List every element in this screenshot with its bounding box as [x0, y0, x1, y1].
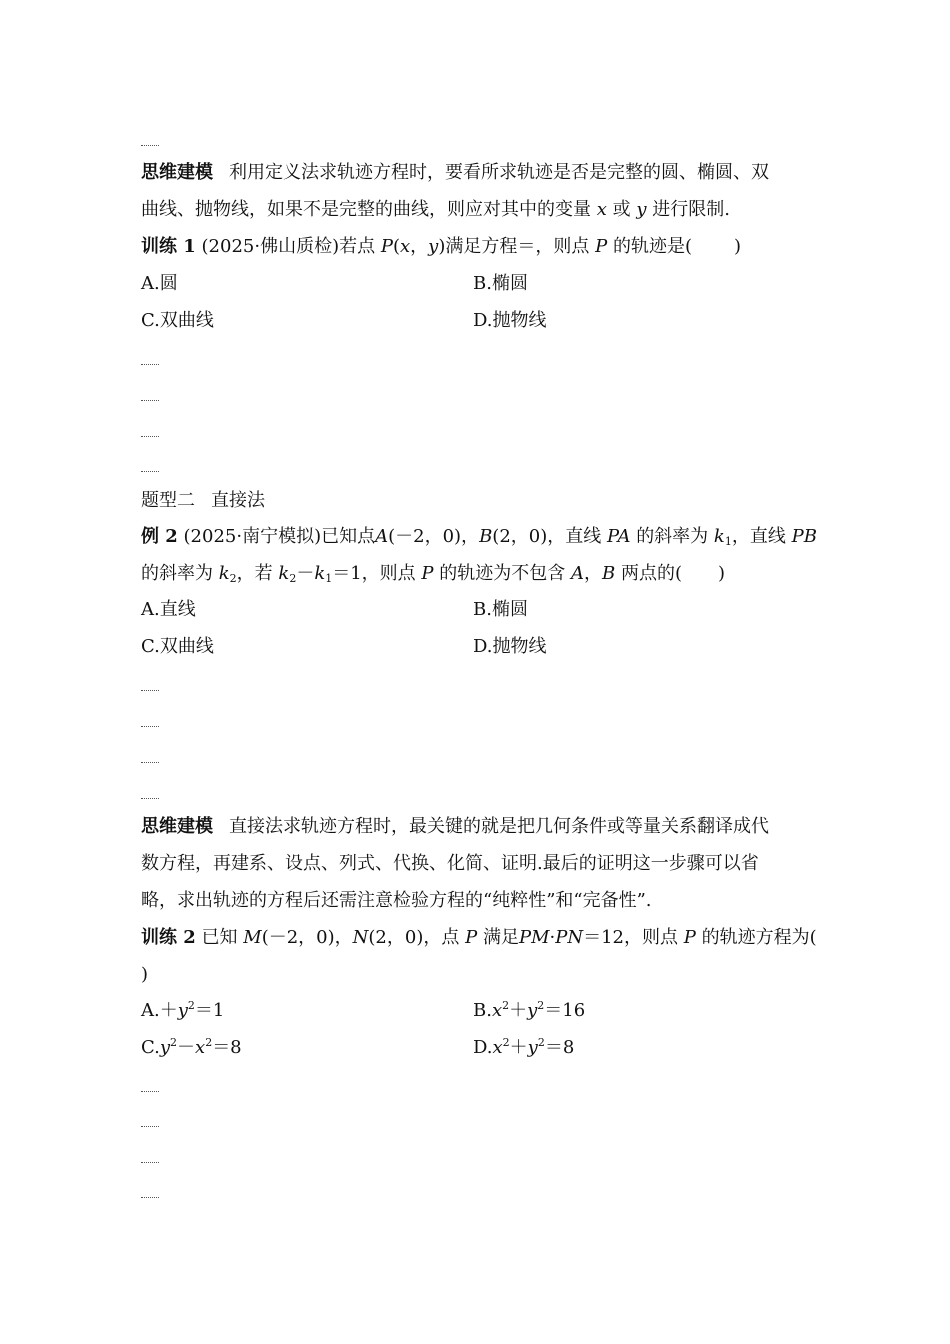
modeling-note-2-line-1: 思维建模 直接法求轨迹方程时，最关键的就是把几何条件或等量关系翻译成代 [141, 816, 769, 837]
training-2-question: 训练 2 已知 M(－2，0)，N(2，0)，点 P 满足PM·PN＝12，则点 P 的轨迹方程为( [141, 927, 817, 948]
answer-stub [141, 145, 159, 146]
training-2-label: 训练 2 [141, 927, 196, 948]
example-2-option-d: D.抛物线 [473, 636, 547, 657]
answer-stub [141, 762, 159, 763]
answer-stub [141, 1197, 159, 1198]
answer-stub [141, 798, 159, 799]
answer-stub [141, 471, 159, 472]
training-1-option-b: B.椭圆 [473, 273, 528, 294]
training-1-option-d: D.抛物线 [473, 310, 547, 331]
example-2-option-a: A.直线 [141, 599, 196, 620]
modeling-note-2-line-2: 数方程，再建系、设点、列式、代换、化简、证明.最后的证明这一步骤可以省 [141, 853, 759, 874]
answer-stub [141, 1126, 159, 1127]
answer-stub [141, 364, 159, 365]
example-2-label: 例 2 [141, 526, 178, 547]
example-2-line-2: 的斜率为 $k_2$，若 $k_2-k_1=1$，则点 P 的轨迹为不包含 A，B 两点的( ) [141, 563, 726, 585]
modeling-note-1-line-1: 思维建模 利用定义法求轨迹方程时，要看所求轨迹是否是完整的圆、椭圆、双 [141, 162, 769, 183]
modeling-label: 思维建模 [141, 816, 213, 837]
answer-stub [141, 690, 159, 691]
modeling-note-1-line-2: 曲线、抛物线，如果不是完整的曲线，则应对其中的变量 x 或 y 进行限制. [141, 199, 730, 220]
modeling-note-2-line-3: 略，求出轨迹的方程后还需注意检验方程的“纯粹性”和“完备性”. [141, 890, 652, 911]
training-2-option-a: $A.+y^2=1$ [141, 999, 225, 1021]
section-heading: 题型二 直接法 [141, 490, 265, 511]
example-2-option-c: C.双曲线 [141, 636, 214, 657]
training-2-option-d: $D.x^2+y^2=8$ [473, 1036, 575, 1058]
training-1-question: 训练 1 (2025·佛山质检)若点 P(x，y)满足方程＝，则点 P 的轨迹是( ) [141, 236, 742, 257]
answer-stub [141, 1091, 159, 1092]
training-2-question-close: ) [141, 964, 149, 985]
answer-stub [141, 1162, 159, 1163]
training-2-option-b: $B.x^2+y^2=16$ [473, 999, 586, 1021]
modeling-label: 思维建模 [141, 162, 213, 183]
training-2-option-c: $C.y^2-x^2=8$ [141, 1036, 242, 1058]
example-2-option-b: B.椭圆 [473, 599, 528, 620]
answer-stub [141, 436, 159, 437]
training-1-option-c: C.双曲线 [141, 310, 214, 331]
answer-stub [141, 726, 159, 727]
training-1-label: 训练 1 [141, 236, 196, 257]
training-1-option-a: A.圆 [141, 273, 178, 294]
answer-stub [141, 400, 159, 401]
example-2-line-1: 例 2 (2025·南宁模拟)已知点A(－2，0)，B(2，0)，直线 PA 的斜率为 $k_1$，直线 PB [141, 526, 817, 548]
